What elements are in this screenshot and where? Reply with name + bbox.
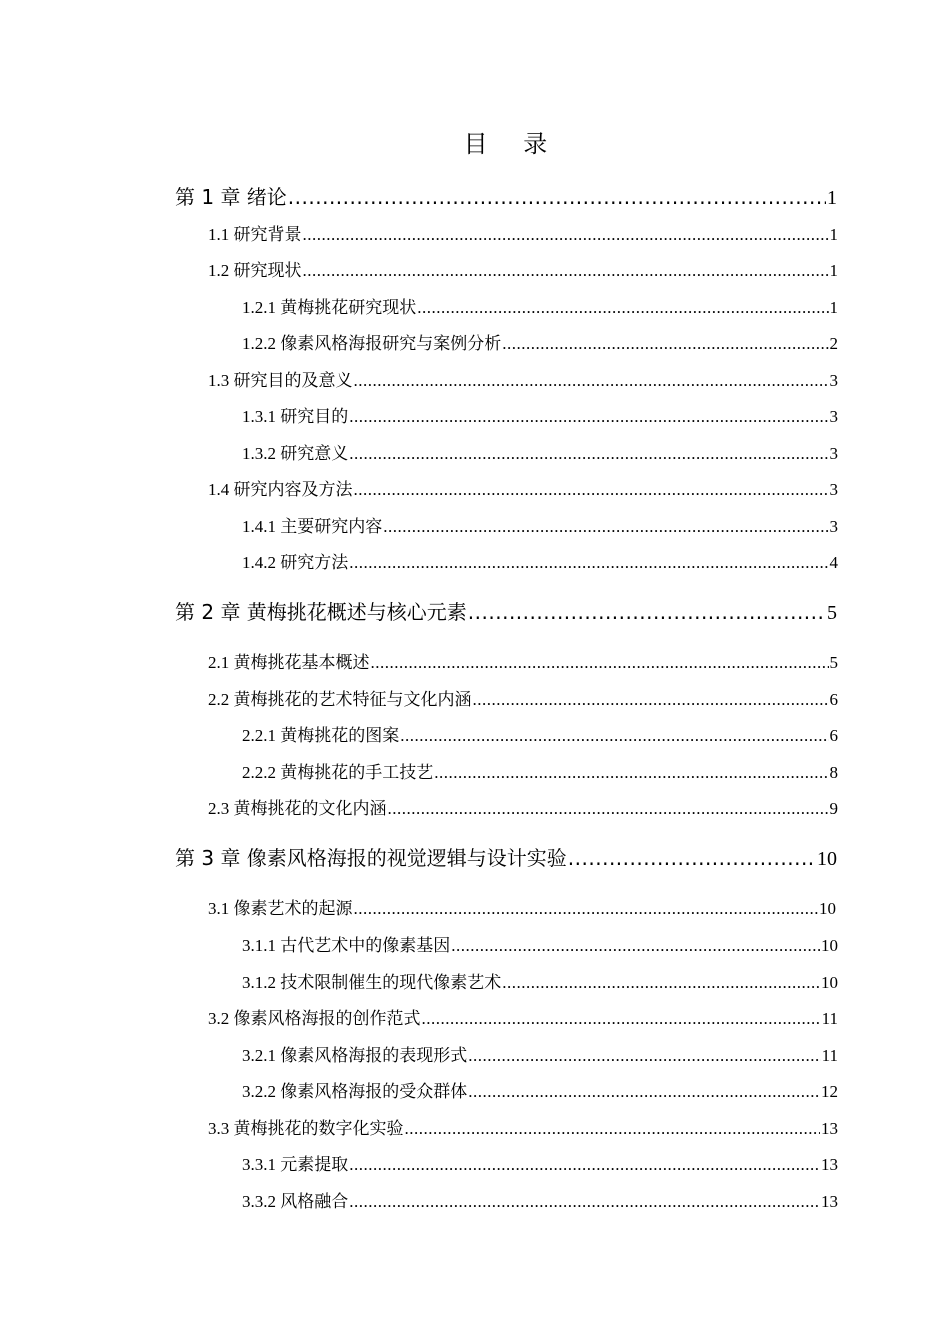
dot-leader	[434, 760, 828, 786]
toc-entry-label: 1.2.1 黄梅挑花研究现状	[242, 298, 417, 317]
toc-subsection-1-4-1[interactable]	[242, 514, 838, 540]
toc-page-number: 10	[817, 848, 837, 870]
dot-leader	[349, 441, 828, 467]
page-title: 目 录	[463, 130, 562, 158]
dot-leader	[468, 1079, 820, 1105]
toc-entry-label: 3.3.2 风格融合	[242, 1192, 349, 1211]
toc-page-number: 10	[821, 973, 838, 992]
toc-page-number: 13	[821, 1119, 838, 1138]
dot-leader	[354, 477, 829, 503]
toc-entry-label: 3.3 黄梅挑花的数字化实验	[208, 1119, 404, 1138]
toc-page-number: 10	[821, 936, 838, 955]
toc-section-1-2[interactable]	[208, 258, 838, 284]
toc-entry-label: 第 2 章 黄梅挑花概述与核心元素	[175, 600, 467, 624]
toc-section-3-2[interactable]	[208, 1006, 838, 1032]
toc-subsection-1-3-1[interactable]	[242, 404, 838, 430]
dot-leader	[422, 1006, 821, 1032]
dot-leader	[502, 970, 820, 996]
toc-entry-label: 3.3.1 元素提取	[242, 1155, 349, 1174]
toc-page-number: 3	[829, 517, 838, 536]
toc-page-number: 5	[827, 602, 837, 624]
toc-page-number: 10	[819, 899, 836, 918]
toc-entry-label: 1.4.2 研究方法	[242, 553, 349, 572]
toc-section-3-3[interactable]	[208, 1116, 838, 1142]
toc-page-number: 6	[829, 726, 838, 745]
toc-page-number: 1	[829, 261, 838, 280]
dot-leader	[400, 723, 828, 749]
toc-entry-label: 1.3.2 研究意义	[242, 444, 349, 463]
toc-subsection-1-2-2[interactable]	[242, 331, 838, 357]
toc-chapter-3[interactable]	[175, 843, 837, 874]
toc-section-1-1[interactable]	[208, 222, 838, 248]
toc-page-number: 13	[821, 1155, 838, 1174]
toc-subsection-3-2-1[interactable]	[242, 1043, 838, 1069]
toc-subsection-2-2-2[interactable]	[242, 760, 838, 786]
dot-leader	[383, 514, 828, 540]
toc-page-number: 6	[829, 690, 838, 709]
toc-page-number: 3	[829, 480, 838, 499]
toc-subsection-1-3-2[interactable]	[242, 441, 838, 467]
toc-entry-label: 3.2.2 像素风格海报的受众群体	[242, 1082, 468, 1101]
toc-subsection-3-1-1[interactable]	[242, 933, 838, 959]
toc-chapter-1[interactable]	[175, 182, 837, 213]
toc-entry-label: 3.2.1 像素风格海报的表现形式	[242, 1046, 468, 1065]
toc-page-number: 11	[821, 1009, 838, 1028]
toc-subsection-3-3-2[interactable]	[242, 1189, 838, 1215]
toc-entry-label: 2.2 黄梅挑花的艺术特征与文化内涵	[208, 690, 472, 709]
dot-leader	[468, 597, 826, 627]
toc-subsection-3-3-1[interactable]	[242, 1152, 838, 1178]
toc-entry-label: 1.2 研究现状	[208, 261, 302, 280]
toc-page-number: 1	[829, 298, 838, 317]
toc-entry-label: 1.2.2 像素风格海报研究与案例分析	[242, 334, 502, 353]
toc-entry-label: 2.2.1 黄梅挑花的图案	[242, 726, 400, 745]
dot-leader	[371, 650, 829, 676]
toc-page-number: 4	[829, 553, 838, 572]
toc-section-2-1[interactable]	[208, 650, 838, 676]
toc-subsection-3-1-2[interactable]	[242, 970, 838, 996]
dot-leader	[303, 258, 829, 284]
dot-leader	[473, 687, 829, 713]
toc-page-number: 12	[821, 1082, 838, 1101]
toc-entry-label: 2.3 黄梅挑花的文化内涵	[208, 799, 387, 818]
toc-page-number: 3	[829, 371, 838, 390]
toc-entry-label: 2.1 黄梅挑花基本概述	[208, 653, 370, 672]
dot-leader	[288, 182, 826, 212]
toc-page-number: 5	[829, 653, 838, 672]
dot-leader	[451, 933, 820, 959]
dot-leader	[502, 331, 828, 357]
toc-subsection-1-2-1[interactable]	[242, 295, 838, 321]
dot-leader	[303, 222, 829, 248]
toc-section-3-1[interactable]	[208, 896, 836, 922]
toc-chapter-2[interactable]	[175, 597, 837, 628]
toc-subsection-3-2-2[interactable]	[242, 1079, 838, 1105]
toc-entry-label: 1.4 研究内容及方法	[208, 480, 353, 499]
dot-leader	[568, 843, 816, 873]
toc-entry-label: 1.4.1 主要研究内容	[242, 517, 383, 536]
toc-section-1-3[interactable]	[208, 368, 838, 394]
toc-entry-label: 1.3 研究目的及意义	[208, 371, 353, 390]
toc-section-2-3[interactable]	[208, 796, 838, 822]
dot-leader	[349, 1189, 820, 1215]
toc-section-2-2[interactable]	[208, 687, 838, 713]
toc-entry-label: 1.1 研究背景	[208, 225, 302, 244]
toc-page-number: 3	[829, 407, 838, 426]
toc-page-number: 8	[829, 763, 838, 782]
toc-subsection-2-2-1[interactable]	[242, 723, 838, 749]
toc-page-number: 11	[821, 1046, 838, 1065]
toc-entry-label: 第 1 章 绪论	[175, 185, 287, 209]
toc-page-number: 1	[829, 225, 838, 244]
dot-leader	[468, 1043, 820, 1069]
dot-leader	[354, 368, 829, 394]
toc-entry-label: 3.1.1 古代艺术中的像素基因	[242, 936, 451, 955]
toc-entry-label: 2.2.2 黄梅挑花的手工技艺	[242, 763, 434, 782]
toc-section-1-4[interactable]	[208, 477, 838, 503]
toc-page-number: 3	[829, 444, 838, 463]
dot-leader	[349, 550, 828, 576]
toc-page-number: 9	[829, 799, 838, 818]
dot-leader	[405, 1116, 821, 1142]
dot-leader	[354, 896, 819, 922]
toc-page-number: 2	[829, 334, 838, 353]
toc-entry-label: 3.1.2 技术限制催生的现代像素艺术	[242, 973, 502, 992]
dot-leader	[388, 796, 829, 822]
toc-page-number: 1	[827, 187, 837, 209]
toc-page-number: 13	[821, 1192, 838, 1211]
dot-leader	[417, 295, 828, 321]
toc-entry-label: 第 3 章 像素风格海报的视觉逻辑与设计实验	[175, 846, 567, 870]
toc-entry-label: 3.2 像素风格海报的创作范式	[208, 1009, 421, 1028]
toc-subsection-1-4-2[interactable]	[242, 550, 838, 576]
toc-entry-label: 3.1 像素艺术的起源	[208, 899, 353, 918]
dot-leader	[349, 404, 828, 430]
toc-entry-label: 1.3.1 研究目的	[242, 407, 349, 426]
dot-leader	[349, 1152, 820, 1178]
